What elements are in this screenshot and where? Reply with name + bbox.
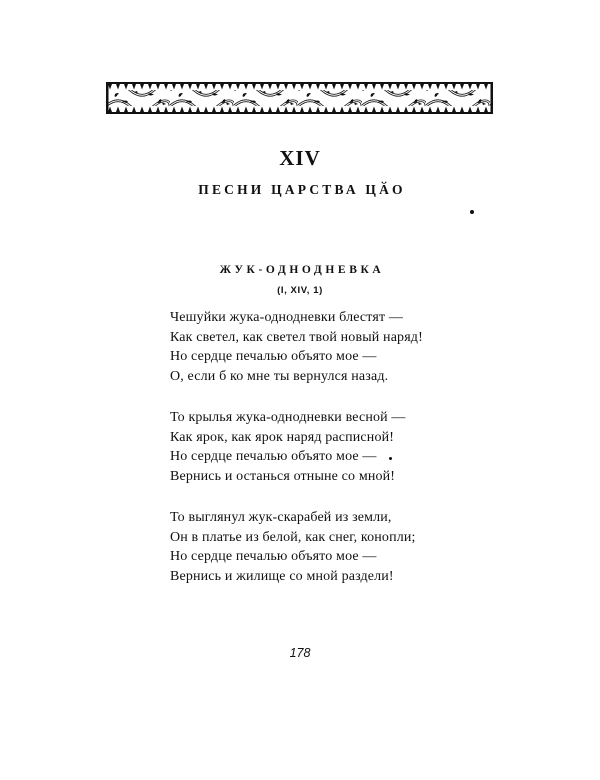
poem-title: ЖУК-ОДНОДНЕВКА — [219, 264, 385, 276]
poem-line: То выглянул жук-скарабей из земли, — [170, 510, 392, 525]
header-ornament-icon — [106, 82, 493, 114]
print-speck — [470, 210, 474, 214]
poem-line: Но сердце печалью объято мое — — [170, 449, 377, 464]
poem-line: О, если б ко мне ты вернулся назад. — [170, 368, 389, 384]
print-speck — [389, 457, 392, 460]
poem-line: Но сердце печалью объято мое — — [170, 549, 377, 564]
poem-body — [170, 308, 470, 608]
poem-line: Как ярок, как ярок наряд расписной! — [170, 429, 395, 445]
poem-line: То крылья жука-однодневки весной — — [170, 410, 406, 425]
poem-line: Он в платье из белой, как снег, конопли; — [170, 529, 416, 545]
poem-line: Но сердце печалью объято мое — — [170, 349, 377, 364]
poem-line: Вернись и останься отныне со мной! — [170, 468, 396, 484]
chapter-number: XIV — [279, 146, 321, 170]
page-number: 178 — [289, 646, 311, 660]
stanza — [170, 308, 470, 386]
poem-line: Вернись и жилище со мной раздели! — [170, 568, 394, 584]
chapter-title: ПЕСНИ ЦАРСТВА ЦӐО — [198, 182, 406, 197]
poem-line: Как светел, как светел твой новый наряд! — [170, 329, 423, 345]
poem-reference: (I, XIV, 1) — [277, 285, 323, 296]
stanza — [170, 408, 470, 486]
stanza — [170, 508, 470, 586]
poem-line: Чешуйки жука-однодневки блестят — — [170, 310, 404, 325]
